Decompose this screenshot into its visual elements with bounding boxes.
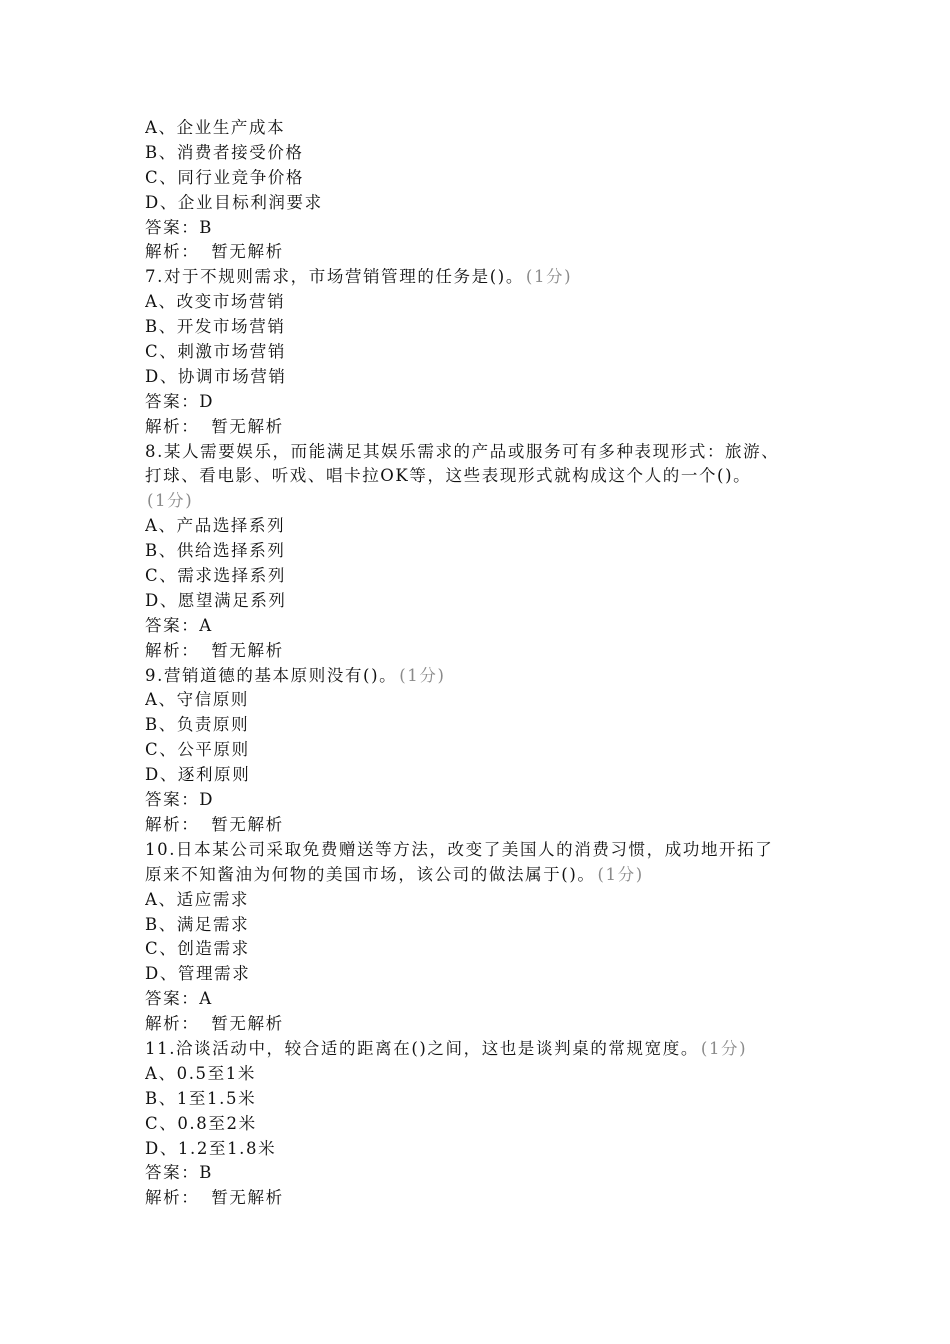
question-11-block <box>145 1037 815 1211</box>
q7-option-b: B、开发市场营销 <box>145 317 286 337</box>
q7-answer: 答案：D <box>145 391 215 411</box>
q8-option-c: C、需求选择系列 <box>145 566 286 586</box>
analysis-text: 暂无解析 <box>211 416 284 436</box>
q7-analysis <box>145 415 815 440</box>
q10-stem-line-1: 10.日本某公司采取免费赠送等方法，改变了美国人的消费习惯，成功地开拓了 <box>145 839 774 859</box>
q9-analysis <box>145 813 815 838</box>
analysis-text: 暂无解析 <box>211 640 284 660</box>
q6-option-a: A、企业生产成本 <box>145 118 286 137</box>
q9-option-a: A、守信原则 <box>145 690 250 710</box>
q10-answer: 答案：A <box>145 989 213 1009</box>
q9-stem <box>145 664 815 689</box>
q9-option-b: B、负责原则 <box>145 715 250 735</box>
q6-option-d: D、企业目标利润要求 <box>145 192 323 212</box>
q7-stem <box>145 265 815 290</box>
q8-option-b: B、供给选择系列 <box>145 541 286 561</box>
question-text: 7.对于不规则需求，市场营销管理的任务是()。 <box>145 267 524 287</box>
question-10-block <box>145 838 815 1037</box>
analysis-text: 暂无解析 <box>211 242 284 262</box>
analysis-text: 暂无解析 <box>211 814 284 834</box>
q11-answer: 答案：B <box>145 1163 214 1183</box>
analysis-label: 解析： <box>145 814 200 834</box>
question-6-block <box>145 116 815 265</box>
q10-option-c: C、创造需求 <box>145 939 250 959</box>
q7-option-c: C、刺激市场营销 <box>145 342 286 362</box>
question-text: 9.营销道德的基本原则没有()。 <box>145 665 398 685</box>
analysis-text: 暂无解析 <box>211 1014 284 1034</box>
score-label: (1分) <box>147 491 194 511</box>
score-label: (1分) <box>525 267 573 287</box>
q8-answer: 答案：A <box>145 615 213 635</box>
q11-analysis <box>145 1186 815 1211</box>
q10-option-d: D、管理需求 <box>145 964 251 984</box>
score-label: (1分) <box>700 1038 748 1058</box>
analysis-label: 解析： <box>145 242 200 262</box>
analysis-label: 解析： <box>145 640 200 660</box>
q6-option-c: C、同行业竞争价格 <box>145 167 305 187</box>
q8-option-a: A、产品选择系列 <box>145 516 286 536</box>
q9-answer: 答案：D <box>145 790 215 810</box>
q7-option-d: D、协调市场营销 <box>145 366 287 386</box>
q6-analysis <box>145 240 815 265</box>
q9-option-c: C、公平原则 <box>145 740 250 760</box>
q6-option-b: B、消费者接受价格 <box>145 142 304 162</box>
q8-analysis <box>145 639 815 664</box>
q11-option-b: B、1至1.5米 <box>145 1088 257 1108</box>
q11-option-c: C、0.8至2米 <box>145 1113 257 1133</box>
q10-option-b: B、满足需求 <box>145 914 250 934</box>
analysis-label: 解析： <box>145 1014 200 1034</box>
q10-stem-line-2 <box>145 863 815 888</box>
q10-option-a: A、适应需求 <box>145 889 250 909</box>
question-text: 11.洽谈活动中，较合适的距离在()之间，这也是谈判桌的常规宽度。 <box>145 1038 699 1058</box>
question-text: 原来不知酱油为何物的美国市场，该公司的做法属于()。 <box>145 864 596 884</box>
q8-stem-line-1: 8.某人需要娱乐，而能满足其娱乐需求的产品或服务可有多种表现形式：旅游、 <box>145 441 780 461</box>
q8-score-line <box>145 489 815 514</box>
q11-option-a: A、0.5至1米 <box>145 1063 256 1083</box>
score-label: (1分) <box>597 864 644 884</box>
exam-page <box>145 116 815 1211</box>
q8-stem-line-2: 打球、看电影、听戏、唱卡拉OK等，这些表现形式就构成这个人的一个()。 <box>145 466 752 486</box>
q11-option-d: D、1.2至1.8米 <box>145 1138 277 1158</box>
analysis-text: 暂无解析 <box>211 1188 284 1208</box>
q10-analysis <box>145 1012 815 1037</box>
question-9-block <box>145 664 815 838</box>
q6-answer: 答案：B <box>145 217 214 237</box>
q11-stem <box>145 1037 815 1062</box>
q7-option-a: A、改变市场营销 <box>145 292 286 312</box>
question-8-block <box>145 440 815 664</box>
q9-option-d: D、逐利原则 <box>145 765 251 785</box>
q8-option-d: D、愿望满足系列 <box>145 590 287 610</box>
score-label: (1分) <box>399 665 446 685</box>
analysis-label: 解析： <box>145 1188 200 1208</box>
analysis-label: 解析： <box>145 416 200 436</box>
question-7-block <box>145 265 815 439</box>
